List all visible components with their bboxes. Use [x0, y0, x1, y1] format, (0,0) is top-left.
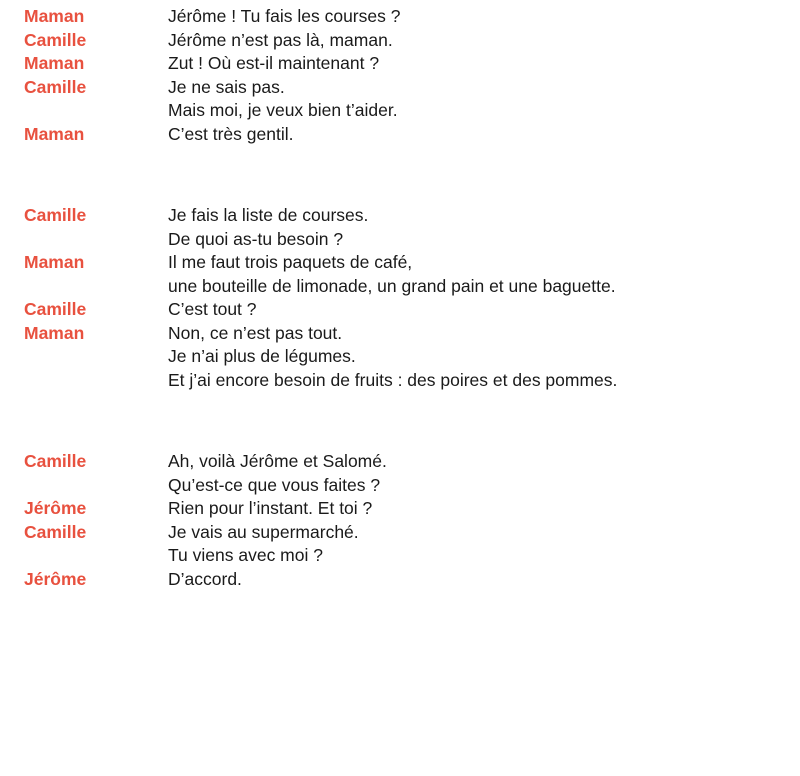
speaker-name: Camille: [24, 205, 87, 225]
dialogue-line: [24, 5, 794, 29]
speaker-name: Maman: [24, 322, 85, 343]
line-text: C’est très gentil.: [168, 123, 294, 144]
line-text: De quoi as-tu besoin ?: [168, 228, 344, 249]
line-text: Jérôme ! Tu fais les courses ?: [168, 6, 401, 26]
dialogue-line: [24, 474, 794, 498]
dialogue-line: [24, 251, 794, 275]
dialogue-line: [24, 345, 794, 369]
dialogue-scene-3: [24, 450, 794, 591]
line-text: Non, ce n’est pas tout.: [168, 322, 343, 343]
dialogue-line: [24, 228, 794, 252]
dialogue: [24, 0, 794, 591]
dialogue-line: [24, 29, 794, 53]
dialogue-line: [24, 99, 794, 123]
dialogue-line: [24, 369, 794, 393]
speaker-name: Jérôme: [24, 568, 87, 589]
dialogue-line: [24, 322, 794, 346]
dialogue-line: [24, 275, 794, 299]
dialogue-line: [24, 568, 794, 592]
speaker-name: Maman: [24, 6, 85, 26]
line-text: Je fais la liste de courses.: [168, 205, 369, 225]
line-text: Rien pour l’instant. Et toi ?: [168, 498, 373, 518]
line-text: Et j’ai encore besoin de fruits : des poires et des pommes.: [168, 369, 618, 390]
line-text: Je n’ai plus de légumes.: [168, 346, 356, 366]
line-text: Qu’est-ce que vous faites ?: [168, 474, 381, 495]
line-text: Zut ! Où est-il maintenant ?: [168, 53, 380, 73]
dialogue-line: [24, 521, 794, 545]
dialogue-line: [24, 123, 794, 147]
dialogue-line: [24, 544, 794, 568]
speaker-name: Maman: [24, 53, 85, 73]
speaker-name: Maman: [24, 252, 85, 272]
line-text: Jérôme n’est pas là, maman.: [168, 29, 393, 50]
dialogue-line: [24, 76, 794, 100]
dialogue-scene-1: [24, 0, 794, 146]
speaker-name: Camille: [24, 521, 87, 542]
dialogue-line: [24, 52, 794, 76]
line-text: Ah, voilà Jérôme et Salomé.: [168, 451, 387, 471]
dialogue-line: [24, 497, 794, 521]
speaker-name: Jérôme: [24, 498, 87, 518]
dialogue-line: [24, 298, 794, 322]
speaker-name: Maman: [24, 123, 85, 144]
line-text: Tu viens avec moi ?: [168, 545, 323, 565]
line-text: une bouteille de limonade, un grand pain et une baguette.: [168, 275, 616, 296]
line-text: Je ne sais pas.: [168, 76, 285, 97]
line-text: Je vais au supermarché.: [168, 521, 359, 542]
line-text: Il me faut trois paquets de café,: [168, 252, 413, 272]
speaker-name: Camille: [24, 451, 87, 471]
line-text: Mais moi, je veux bien t’aider.: [168, 100, 398, 120]
speaker-name: Camille: [24, 299, 87, 319]
line-text: D’accord.: [168, 568, 242, 589]
line-text: C’est tout ?: [168, 299, 257, 319]
speaker-name: Camille: [24, 29, 87, 50]
dialogue-scene-2: [24, 204, 794, 392]
dialogue-line: [24, 450, 794, 474]
speaker-name: Camille: [24, 76, 87, 97]
dialogue-line: [24, 204, 794, 228]
